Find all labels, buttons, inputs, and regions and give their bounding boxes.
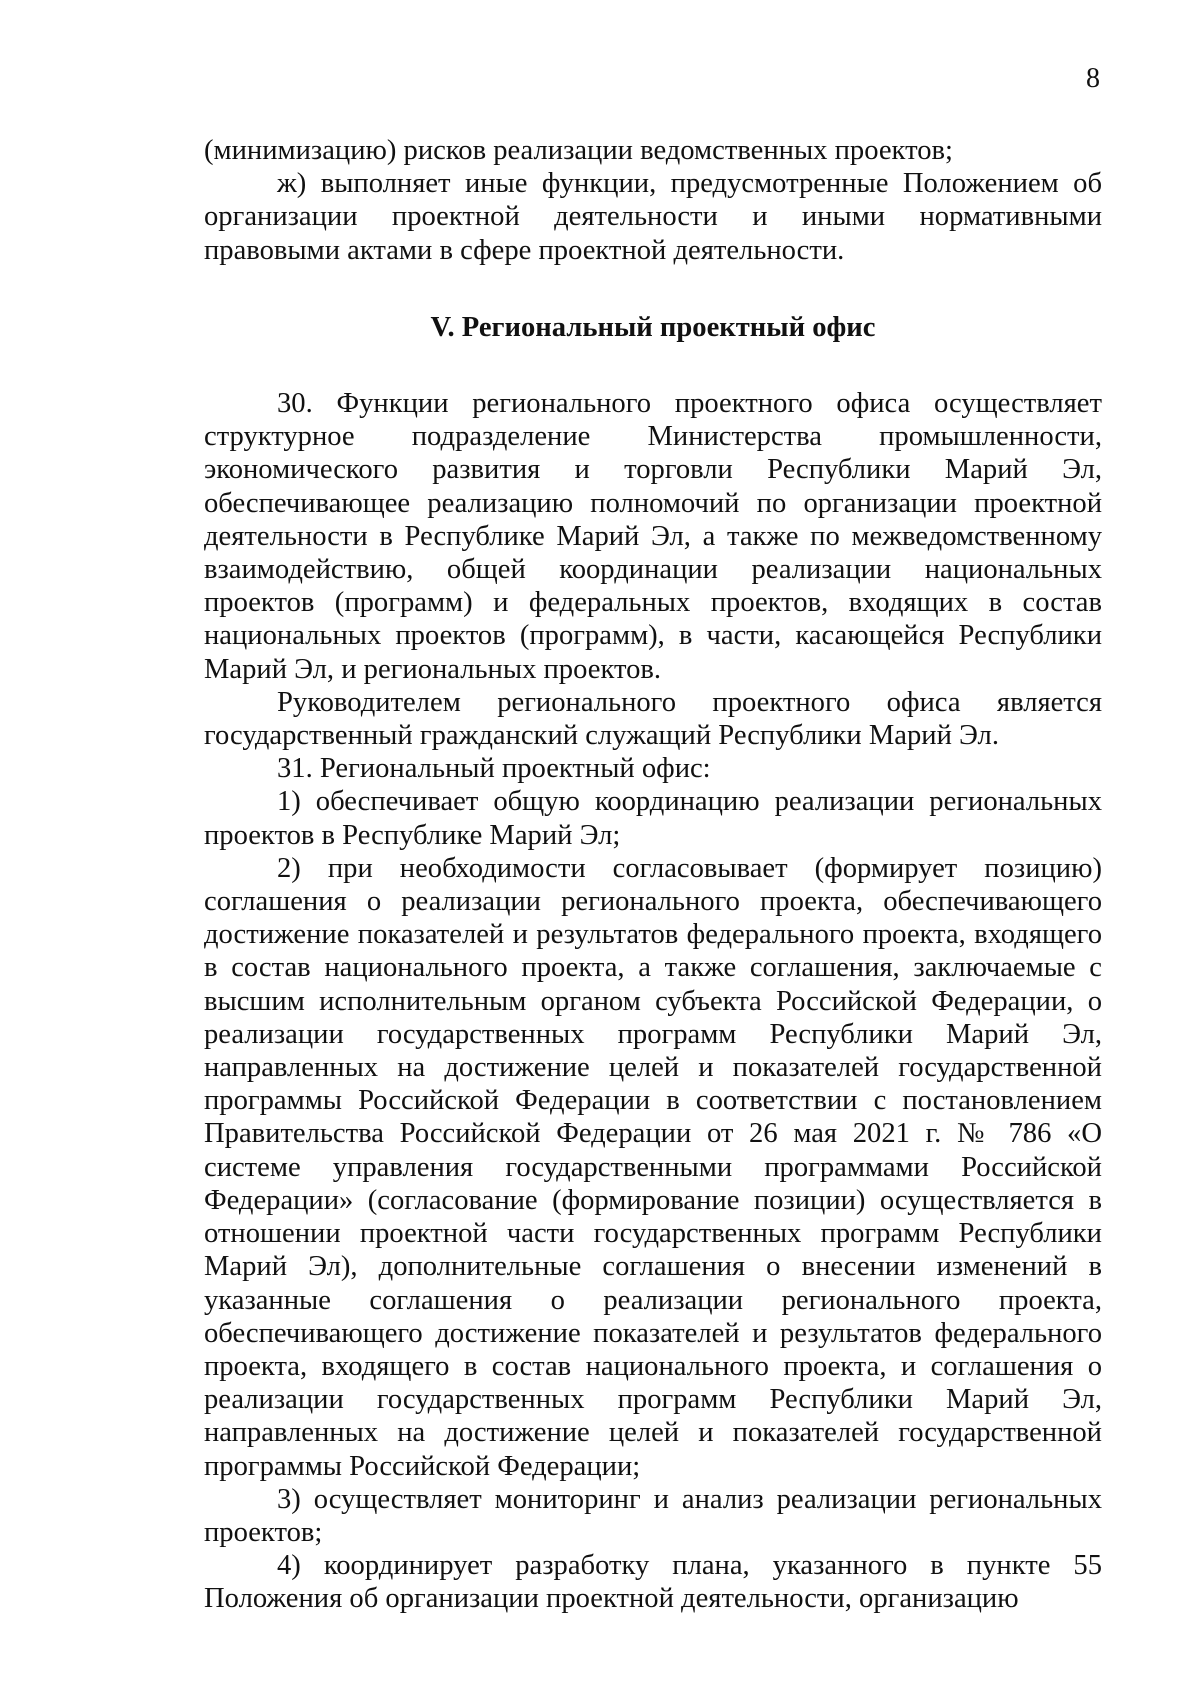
paragraph-head-of-office: Руководителем регионального проектного офиса является государственный гражданский служащий Республики Марий Эл. <box>204 686 1102 752</box>
section-heading: V. Региональный проектный офис <box>430 311 876 343</box>
paragraph-subitem-2: 2) при необходимости согласовывает (формирует позицию) соглашения о реализации регионального проекта, обеспечивающего достижение показателей и результатов федерального проекта, входящего в состав национального проекта, а также соглашения, заключаемые с высшим исполнительным органом субъекта Российской Федерации, о реализации государственных программ Республики Марий Эл, направленных на достижение целей и показателей государственной программы Российской Федерации в соответствии с постановлением Правительства Российской Федерации от 26 мая 2021 г. № 786 «О системе управления государственными программами Российской Федерации» (согласование (формирование позиции) осуществляется в отношении проектной части государственных программ Республики Марий Эл), дополнительные соглашения о внесении изменений в указанные соглашения о реализации регионального проекта, обеспечивающего достижение показателей и результатов федерального проекта, входящего в состав национального проекта, и соглашения о реализации государственных программ Республики Марий Эл, направленных на достижение целей и показателей государственной программы Российской Федерации; <box>204 852 1102 1482</box>
paragraph-continuation: (минимизацию) рисков реализации ведомственных проектов; <box>204 135 953 166</box>
page-number: 8 <box>1086 63 1100 94</box>
paragraph-subitem-4: 4) координирует разработку плана, указанного в пункте 55 Положения об организации проектной деятельности, организацию <box>204 1550 1102 1615</box>
paragraph-item-30: 30. Функции регионального проектного офиса осуществляет структурное подразделение Министерства промышленности, экономического развития и торговли Республики Марий Эл, обеспечивающее реализацию полномочий по организации проектной деятельности в Республике Марий Эл, а также по межведомственному взаимодействию, общей координации реализации национальных проектов (программ) и федеральных проектов, входящих в состав национальных проектов (программ), в части, касающейся Республики Марий Эл, и региональных проектов. <box>204 388 1102 685</box>
paragraph-item-zh: ж) выполняет иные функции, предусмотренные Положением об организации проектной деятельности и иными нормативными правовыми актами в сфере проектной деятельности. <box>204 168 1102 266</box>
paragraph-subitem-1: 1) обеспечивает общую координацию реализации региональных проектов в Республике Марий Эл; <box>204 786 1102 851</box>
paragraph-item-31: 31. Региональный проектный офис: <box>277 753 711 785</box>
paragraph-subitem-3: 3) осуществляет мониторинг и анализ реализации региональных проектов; <box>204 1483 1102 1548</box>
document-body <box>204 134 1102 1616</box>
